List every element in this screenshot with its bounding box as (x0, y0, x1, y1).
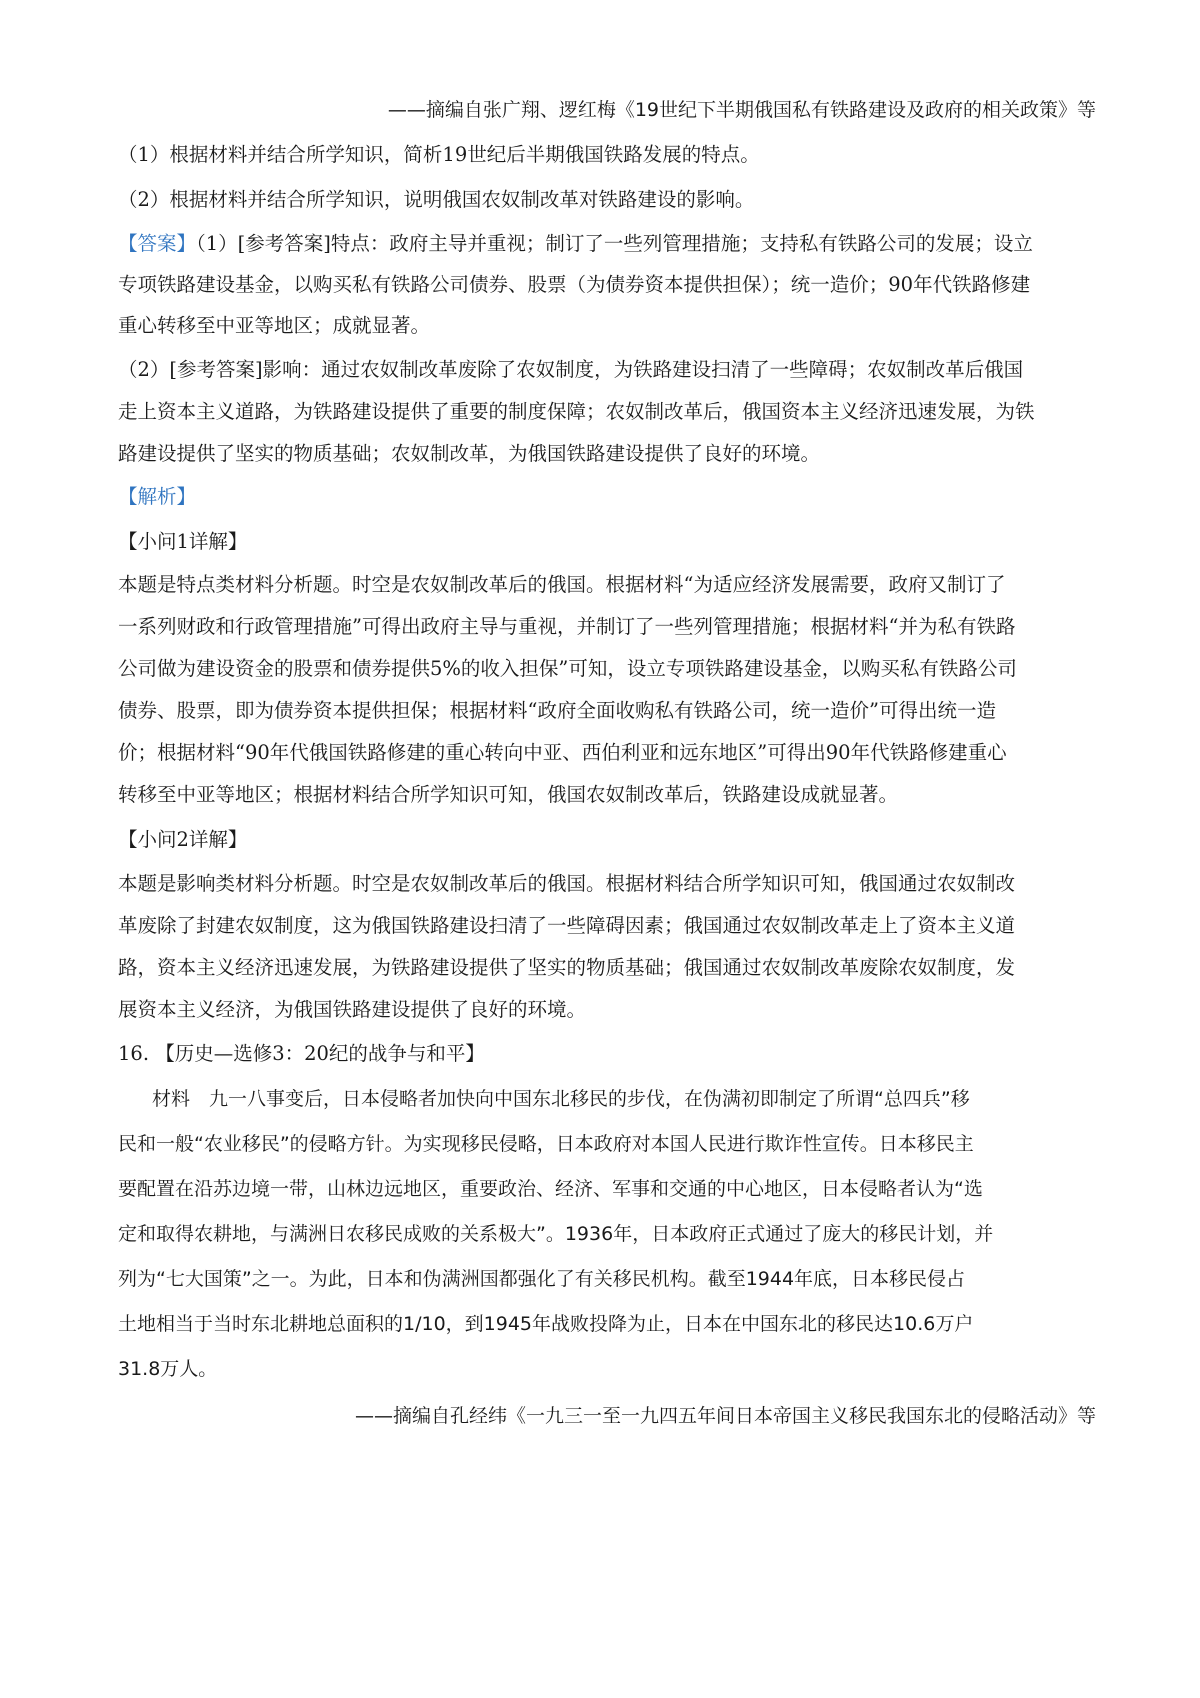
question-16-title: 16. 【历史—选修3：20纪的战争与和平】 (118, 1042, 485, 1065)
analysis-2-line-4: 展资本主义经济，为俄国铁路建设提供了良好的环境。 (118, 998, 587, 1021)
material-line-4: 定和取得农耕地，与满洲日农移民成败的关系极大”。1936年，日本政府正式通过了庞大的移民计划，并 (118, 1223, 994, 1245)
answer-line-5: 走上资本主义道路，为铁路建设提供了重要的制度保障；农奴制改革后，俄国资本主义经济迅速发展，为铁 (118, 400, 1035, 423)
material-line-1: 材料 九一八事变后，日本侵略者加快向中国东北移民的步伐，在伪满初即制定了所谓“总四兵”移 (152, 1088, 970, 1110)
analysis-1-line-1: 本题是特点类材料分析题。时空是农奴制改革后的俄国。根据材料“为适应经济发展需要，政府又制订了 (118, 573, 1006, 596)
source-citation-2: ——摘编自孔经纬《一九三一至一九四五年间日本帝国主义移民我国东北的侵略活动》等 (354, 1405, 1096, 1427)
material-line-5: 列为“七大国策”之一。为此，日本和伪满洲国都强化了有关移民机构。截至1944年底，日本移民侵占 (118, 1268, 966, 1290)
material-line-2: 民和一般“农业移民”的侵略方针。为实现移民侵略，日本政府对本国人民进行欺诈性宣传。日本移民主 (118, 1133, 974, 1155)
analysis-1-line-4: 债券、股票，即为债券资本提供担保；根据材料“政府全面收购私有铁路公司，统一造价”可得出统一造 (118, 699, 996, 722)
question-1: （1）根据材料并结合所学知识，简析19世纪后半期俄国铁路发展的特点。 (118, 143, 760, 166)
sub-question-2-title: 【小问2详解】 (118, 828, 248, 851)
analysis-2-line-1: 本题是影响类材料分析题。时空是农奴制改革后的俄国。根据材料结合所学知识可知，俄国通过农奴制改 (118, 872, 1016, 895)
source-citation-1: ——摘编自张广翔、逻红梅《19世纪下半期俄国私有铁路建设及政府的相关政策》等 (387, 99, 1096, 121)
answer-line-6: 路建设提供了坚实的物质基础；农奴制改革，为俄国铁路建设提供了良好的环境。 (118, 442, 821, 465)
material-line-3: 要配置在沿苏边境一带，山林边远地区，重要政治、经济、军事和交通的中心地区，日本侵略者认为“选 (118, 1178, 983, 1200)
question-2: （2）根据材料并结合所学知识，说明俄国农奴制改革对铁路建设的影响。 (118, 188, 755, 211)
analysis-1-line-6: 转移至中亚等地区；根据材料结合所学知识可知，俄国农奴制改革后，铁路建设成就显著。 (118, 783, 899, 806)
answer-line-1: 【答案】（1）[参考答案]特点：政府主导并重视；制订了一些列管理措施；支持私有铁路公司的发展；设立 (118, 232, 1033, 255)
answer-line-3: 重心转移至中亚等地区；成就显著。 (118, 314, 431, 337)
answer-line-4: （2）[参考答案]影响：通过农奴制改革废除了农奴制度，为铁路建设扫清了一些障碍；农奴制改革后俄国 (118, 358, 1024, 381)
answer-line-2: 专项铁路建设基金，以购买私有铁路公司债券、股票（为债券资本提供担保）；统一造价；90年代铁路修建 (118, 273, 1031, 296)
analysis-1-line-3: 公司做为建设资金的股票和债券提供5%的收入担保”可知，设立专项铁路建设基金，以购买私有铁路公司 (118, 657, 1017, 680)
material-line-7: 31.8万人。 (118, 1358, 218, 1380)
analysis-2-line-2: 革废除了封建农奴制度，这为俄国铁路建设扫清了一些障碍因素；俄国通过农奴制改革走上了资本主义道 (118, 914, 1016, 937)
analysis-1-line-2: 一系列财政和行政管理措施”可得出政府主导与重视，并制订了一些列管理措施；根据材料“并为私有铁路 (118, 615, 1016, 638)
analysis-tag: 【解析】 (118, 485, 197, 508)
analysis-2-line-3: 路，资本主义经济迅速发展，为铁路建设提供了坚实的物质基础；俄国通过农奴制改革废除农奴制度，发 (118, 956, 1016, 979)
analysis-1-line-5: 价；根据材料“90年代俄国铁路修建的重心转向中亚、西伯利亚和远东地区”可得出90年代铁路修建重心 (118, 741, 1007, 764)
sub-question-1-title: 【小问1详解】 (118, 530, 248, 553)
material-line-6: 土地相当于当时东北耕地总面积的1/10，到1945年战败投降为止，日本在中国东北的移民达10.6万户 (118, 1313, 974, 1335)
answer-tag: 【答案】 (118, 232, 197, 255)
